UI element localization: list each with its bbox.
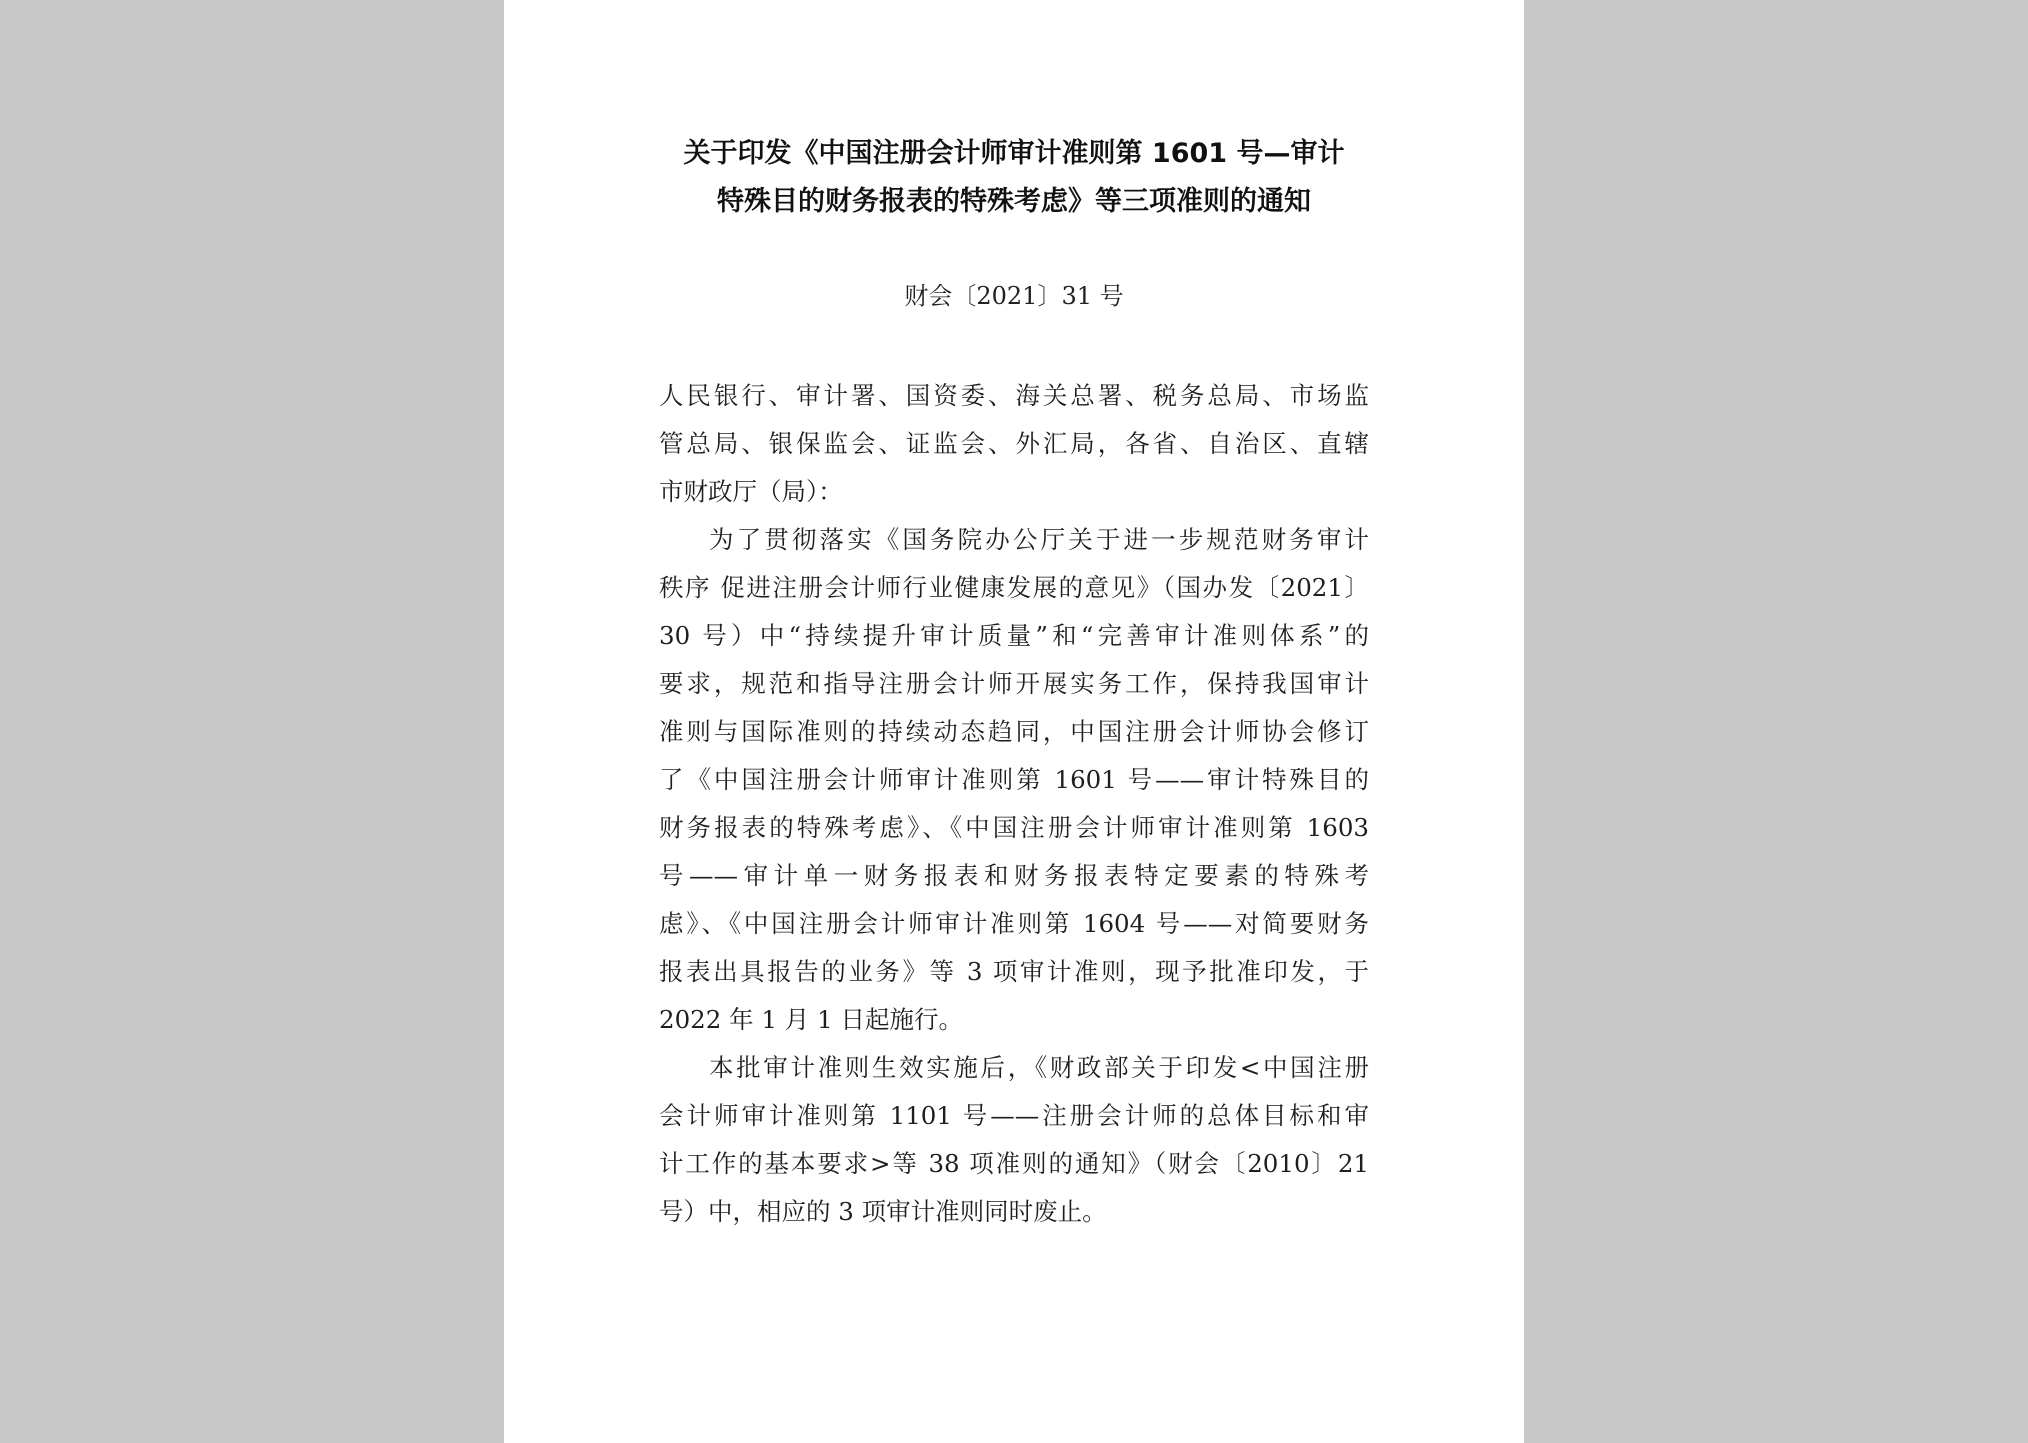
document-number: 财会〔2021〕31 号 <box>904 282 1124 310</box>
text-line: 要求，规范和指导注册会计师开展实务工作，保持我国审计 <box>659 669 1369 698</box>
paragraph-2 <box>659 1044 1369 1236</box>
text-line: 秩序 促进注册会计师行业健康发展的意见》（国办发〔2021〕 <box>659 573 1369 602</box>
text-line: 虑》、《中国注册会计师审计准则第 1604 号——对简要财务 <box>659 909 1369 938</box>
text-line: 会计师审计准则第 1101 号——注册会计师的总体目标和审 <box>659 1101 1369 1130</box>
document-page <box>504 0 1524 1443</box>
text-line: 本批审计准则生效实施后，《财政部关于印发<中国注册 <box>709 1053 1369 1082</box>
addressee <box>659 372 1369 516</box>
text-line: 号——审计单一财务报表和财务报表特定要素的特殊考 <box>659 861 1369 890</box>
text-line: 管总局、银保监会、证监会、外汇局，各省、自治区、直辖 <box>659 429 1369 458</box>
document-body <box>659 372 1369 1236</box>
title-line: 关于印发《中国注册会计师审计准则第 1601 号—审计 <box>683 138 1345 169</box>
text-line: 财务报表的特殊考虑》、《中国注册会计师审计准则第 1603 <box>659 813 1369 842</box>
text-line: 报表出具报告的业务》等 3 项审计准则，现予批准印发，于 <box>659 957 1369 986</box>
text-line: 为了贯彻落实《国务院办公厅关于进一步规范财务审计 <box>709 525 1369 554</box>
text-line: 30 号）中“持续提升审计质量”和“完善审计准则体系”的 <box>659 621 1369 650</box>
text-line: 计工作的基本要求>等 38 项准则的通知》（财会〔2010〕21 <box>659 1149 1369 1178</box>
title-line: 特殊目的财务报表的特殊考虑》等三项准则的通知 <box>717 186 1311 217</box>
text-line: 2022 年 1 月 1 日起施行。 <box>659 1005 963 1034</box>
text-line: 了《中国注册会计师审计准则第 1601 号——审计特殊目的 <box>659 765 1369 794</box>
text-line: 市财政厅（局）： <box>659 477 843 506</box>
document-title <box>504 130 1524 226</box>
paragraph-1 <box>659 516 1369 1044</box>
text-line: 准则与国际准则的持续动态趋同，中国注册会计师协会修订 <box>659 717 1369 746</box>
text-line: 人民银行、审计署、国资委、海关总署、税务总局、市场监 <box>659 381 1369 410</box>
text-line: 号）中，相应的 3 项审计准则同时废止。 <box>659 1197 1107 1226</box>
